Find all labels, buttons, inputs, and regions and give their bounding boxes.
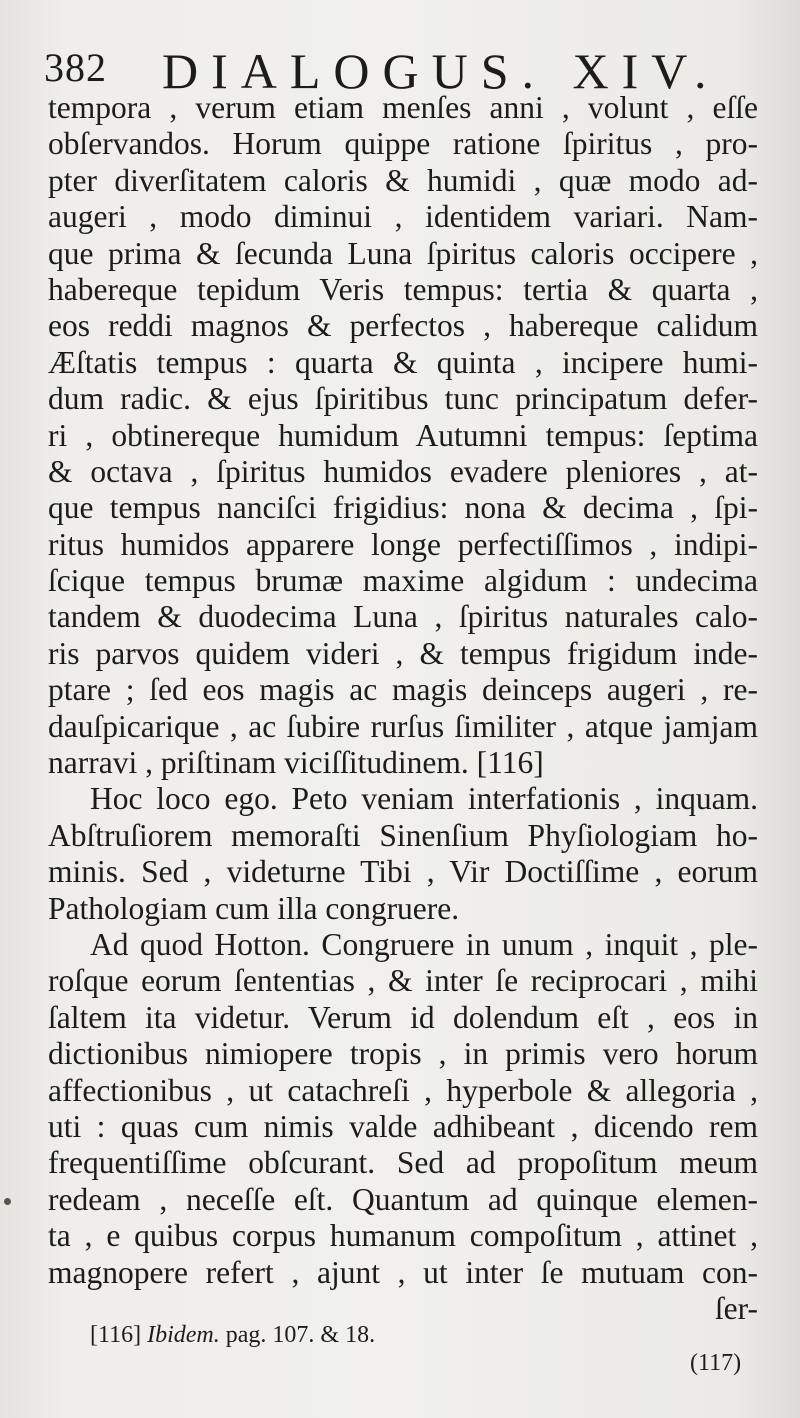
footnote-marker: [116]	[90, 1322, 142, 1348]
text-line: Æſtatis tempus : quarta & quinta , incipere humi-	[48, 344, 758, 380]
text-line: augeri , modo diminui , identidem variari. Nam-	[48, 199, 758, 235]
text-line: obſervandos. Horum quippe ratione ſpiritus , pro-	[48, 126, 758, 162]
text-line: dauſpicarique , ac ſubire rurſus ſimiliter , atque jamjam	[48, 708, 758, 744]
text-line: magnopere refert , ajunt , ut inter ſe mutuam con-	[48, 1254, 758, 1290]
text-line: que prima & ſecunda Luna ſpiritus caloris occipere ,	[48, 235, 758, 271]
text-line: dum radic. & ejus ſpiritibus tunc principatum defer-	[48, 381, 758, 417]
text-line: roſque eorum ſententias , & inter ſe reciprocari , mihi	[48, 963, 758, 999]
text-line: uti : quas cum nimis valde adhibeant , dicendo rem	[48, 1108, 758, 1144]
page-number: 382	[44, 45, 107, 90]
text-line: que tempus nanciſci frigidius: nona & decima , ſpi-	[48, 490, 758, 526]
text-line: Abſtruſiorem memoraſti Sinenſium Phyſiologiam ho-	[48, 817, 758, 853]
text-line: minis. Sed , videturne Tibi , Vir Doctiſſime , eorum	[48, 854, 758, 890]
text-line: ſcique tempus brumæ maxime algidum : undecima	[48, 563, 758, 599]
text-line: pter diverſitatem caloris & humidi , quæ modo ad-	[48, 162, 758, 198]
text-line: tandem & duodecima Luna , ſpiritus naturales calo-	[48, 599, 758, 635]
text-line: frequentiſſime obſcurant. Sed ad propoſitum meum	[48, 1145, 758, 1181]
text-line: eos reddi magnos & perfectos , habereque calidum	[48, 308, 758, 344]
catchword: ſer-	[714, 1290, 758, 1326]
text-line: ris parvos quidem videri , & tempus frigidum inde-	[48, 635, 758, 671]
signature-mark: (117)	[690, 1350, 742, 1376]
text-line: dictionibus nimiopere tropis , in primis vero horum	[48, 1036, 758, 1072]
footnote-source: Ibidem.	[147, 1322, 220, 1348]
body-text	[48, 90, 758, 1327]
text-line: narravi , priſtinam viciſſitudinem. [116]	[48, 745, 544, 781]
text-line: ri , obtinereque humidum Autumni tempus: ſeptima	[48, 417, 758, 453]
text-line: Hoc loco ego. Peto veniam interfationis , inquam.	[90, 781, 758, 817]
ink-spot	[4, 1198, 11, 1205]
text-line: Pathologiam cum illa congruere.	[48, 890, 460, 926]
footnote-reference: pag. 107. & 18.	[225, 1322, 376, 1348]
text-line: redeam , neceſſe eſt. Quantum ad quinque elemen-	[48, 1181, 758, 1217]
footnote	[90, 1322, 375, 1349]
running-head: DIALOGUS. XIV.	[162, 43, 720, 99]
text-line: Ad quod Hotton. Congruere in unum , inquit , ple-	[90, 926, 758, 962]
text-line: ſaltem ita videtur. Verum id dolendum eſt , eos in	[48, 999, 758, 1035]
text-line: & octava , ſpiritus humidos evadere pleniores , at-	[48, 453, 758, 489]
text-line: ta , e quibus corpus humanum compoſitum , attinet ,	[48, 1218, 758, 1254]
text-line: affectionibus , ut catachreſi , hyperbole & allegoria ,	[48, 1072, 758, 1108]
text-line: ptare ; ſed eos magis ac magis deinceps augeri , re-	[48, 672, 758, 708]
text-line: habereque tepidum Veris tempus: tertia & quarta ,	[48, 271, 758, 307]
text-line: ritus humidos apparere longe perfectiſſimos , indipi-	[48, 526, 758, 562]
text-line: tempora , verum etiam menſes anni , volunt , eſſe	[48, 90, 758, 125]
